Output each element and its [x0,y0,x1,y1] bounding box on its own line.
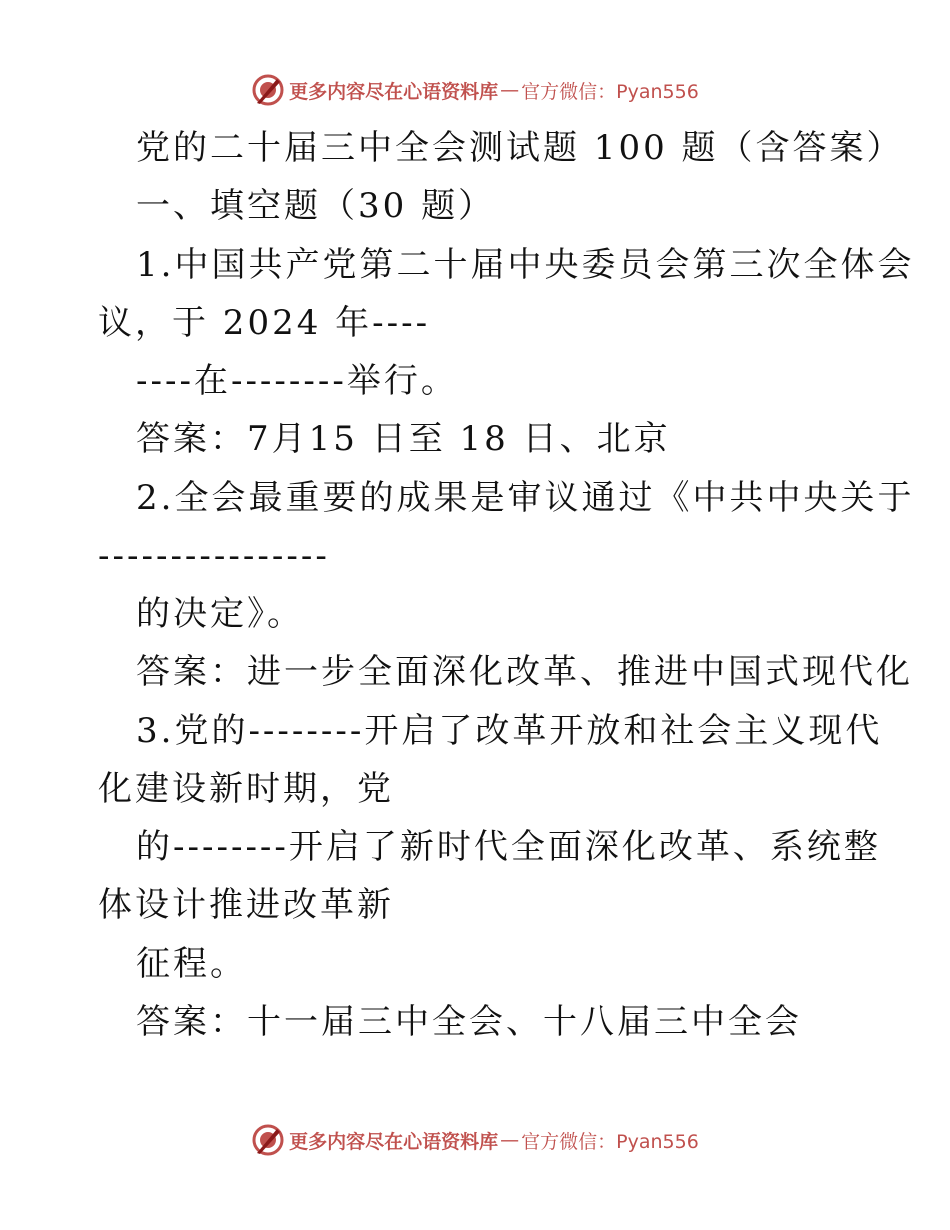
question-3-line-2: 化建设新时期，党 [98,769,394,809]
watermark-contact: 官方微信：Pyan556 [521,80,699,103]
watermark-dash: — [500,79,520,101]
answer-3: 答案：十一届三中全会、十八届三中全会 [136,1002,802,1042]
question-2-line-1: 2.全会最重要的成果是审议通过《中共中央关于 [136,478,915,518]
answer-2: 答案：进一步全面深化改革、推进中国式现代化 [136,652,913,692]
answer-1: 答案：7月15 日至 18 日、北京 [136,419,671,459]
question-3-line-3: 的--------开启了新时代全面深化改革、系统整 [136,827,881,867]
watermark-contact: 官方微信：Pyan556 [521,1130,699,1153]
question-1-line-2: 议，于 2024 年---- [98,303,431,343]
quill-logo-icon [251,73,285,107]
document-title: 党的二十届三中全会测试题 100 题（含答案） [136,128,904,168]
watermark-brand: 更多内容尽在心语资料库 [289,80,499,103]
question-1-line-3: ----在--------举行。 [136,361,458,401]
section-heading: 一、填空题（30 题） [136,186,496,226]
question-3-line-1: 3.党的--------开启了改革开放和社会主义现代 [136,711,883,751]
question-1-line-1: 1.中国共产党第二十届中央委员会第三次全体会 [136,245,915,285]
watermark-brand: 更多内容尽在心语资料库 [289,1130,499,1153]
header-watermark [0,70,950,110]
question-3-line-4: 体设计推进改革新 [98,885,394,925]
quill-logo-icon [251,1123,285,1157]
footer-watermark [0,1120,950,1160]
question-3-line-5: 征程。 [136,944,247,984]
question-2-line-3: 的决定》。 [136,594,304,634]
question-2-line-2: ---------------- [98,536,330,576]
watermark-dash: — [500,1129,520,1151]
